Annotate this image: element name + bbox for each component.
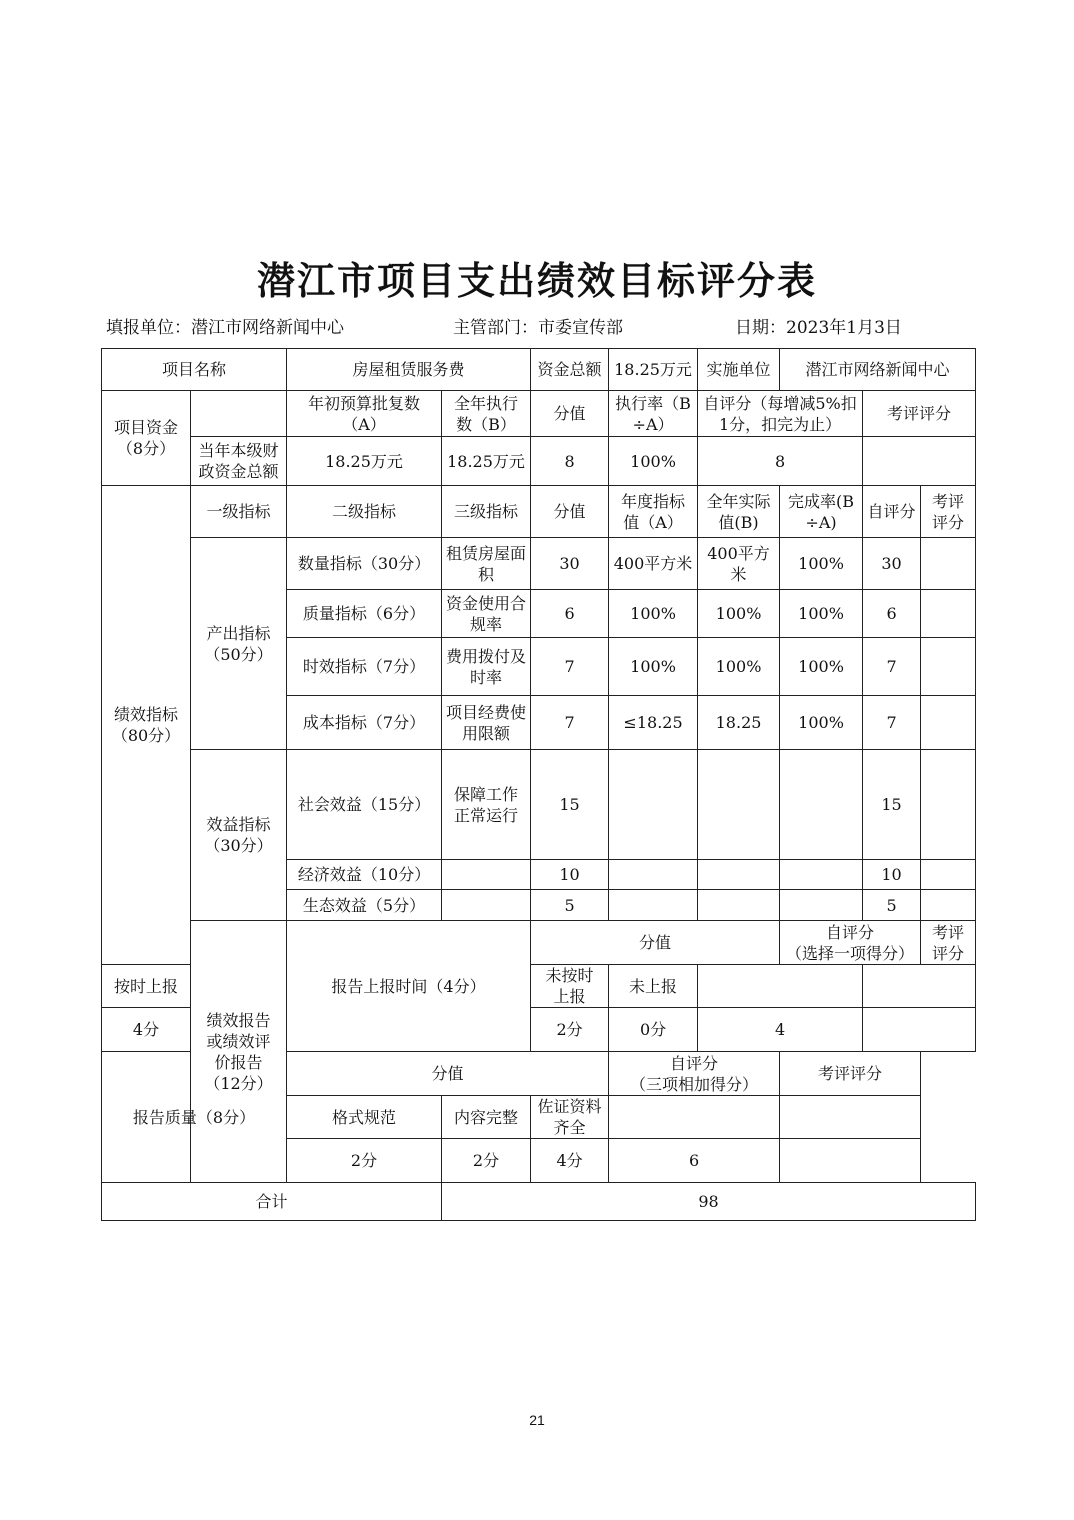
report-time-value: 2分 — [531, 1008, 609, 1052]
output-actual: 400平方米 — [698, 538, 780, 590]
perf-l1-header: 一级指标 — [191, 486, 287, 538]
fund-review-header: 考评评分 — [863, 391, 976, 437]
report-time-self-header: 自评分 （选择一项得分） — [780, 921, 921, 965]
fund-score-value: 8 — [531, 437, 609, 486]
output-l3: 资金使用合 规率 — [442, 590, 531, 638]
benefit-actual — [698, 860, 780, 890]
report-time-value: 0分 — [609, 1008, 698, 1052]
output-rate: 100% — [780, 638, 863, 696]
benefit-score: 10 — [531, 860, 609, 890]
fund-section-label: 项目资金 （8分） — [102, 391, 191, 486]
benefit-self: 5 — [863, 890, 921, 921]
output-review — [921, 638, 976, 696]
benefit-review — [921, 750, 976, 860]
benefit-score: 15 — [531, 750, 609, 860]
benefit-score: 5 — [531, 890, 609, 921]
output-actual: 18.25 — [698, 696, 780, 750]
output-target: 100% — [609, 590, 698, 638]
score-table — [101, 348, 976, 1221]
fund-budget-value: 18.25万元 — [287, 437, 442, 486]
benefit-actual — [698, 750, 780, 860]
report-quality-option: 格式规范 — [287, 1096, 442, 1139]
perf-target-header: 年度指标 值（A） — [609, 486, 698, 538]
report-quality-value: 2分 — [287, 1139, 442, 1183]
report-date: 日期：2023年1月3日 — [735, 318, 902, 338]
output-score: 30 — [531, 538, 609, 590]
benefit-review — [921, 890, 976, 921]
output-review — [921, 590, 976, 638]
output-l3: 租赁房屋面 积 — [442, 538, 531, 590]
benefit-l3: 保障工作 正常运行 — [442, 750, 531, 860]
output-self: 30 — [863, 538, 921, 590]
total-funds-label: 资金总额 — [531, 349, 609, 391]
report-quality-review-value — [780, 1139, 921, 1183]
fund-score-header: 分值 — [531, 391, 609, 437]
output-rate: 100% — [780, 590, 863, 638]
report-quality-option: 佐证资料 齐全 — [531, 1096, 609, 1139]
benefit-target — [609, 750, 698, 860]
fund-rate-value: 100% — [609, 437, 698, 486]
report-quality-self-blank — [609, 1096, 780, 1139]
fund-rate-header: 执行率（B ÷A） — [609, 391, 698, 437]
benefit-self: 15 — [863, 750, 921, 860]
report-quality-value: 2分 — [442, 1139, 531, 1183]
fund-exec-header: 全年执行 数（B） — [442, 391, 531, 437]
report-quality-review-header: 考评评分 — [780, 1052, 921, 1096]
output-review — [921, 538, 976, 590]
output-target: ≤18.25 — [609, 696, 698, 750]
perf-l3-header: 三级指标 — [442, 486, 531, 538]
perf-score-header: 分值 — [531, 486, 609, 538]
benefit-l2: 经济效益（10分） — [287, 860, 442, 890]
perf-rate-header: 完成率(B ÷A) — [780, 486, 863, 538]
output-rate: 100% — [780, 696, 863, 750]
benefit-self: 10 — [863, 860, 921, 890]
benefit-l3 — [442, 860, 531, 890]
report-quality-score-header: 分值 — [287, 1052, 609, 1096]
benefit-review — [921, 860, 976, 890]
output-l2: 成本指标（7分） — [287, 696, 442, 750]
report-quality-option: 内容完整 — [442, 1096, 531, 1139]
benefit-target — [609, 860, 698, 890]
benefit-l2: 社会效益（15分） — [287, 750, 442, 860]
project-name-label: 项目名称 — [102, 349, 287, 391]
output-self: 7 — [863, 638, 921, 696]
fund-self-value: 8 — [698, 437, 863, 486]
report-time-review-value — [863, 1008, 976, 1052]
fund-blank-cell — [191, 391, 287, 437]
total-label: 合计 — [102, 1183, 442, 1221]
benefit-target — [609, 890, 698, 921]
output-score: 6 — [531, 590, 609, 638]
fund-budget-header: 年初预算批复数 （A） — [287, 391, 442, 437]
report-time-label: 报告上报时间（4分） — [287, 921, 531, 1052]
report-time-self-blank — [698, 965, 863, 1008]
output-target: 400平方米 — [609, 538, 698, 590]
output-l3: 费用拨付及 时率 — [442, 638, 531, 696]
page-number: 21 — [529, 1412, 545, 1428]
output-l2: 时效指标（7分） — [287, 638, 442, 696]
project-name-value: 房屋租赁服务费 — [287, 349, 531, 391]
report-time-option: 未上报 — [609, 965, 698, 1008]
output-self: 7 — [863, 696, 921, 750]
benefit-rate — [780, 860, 863, 890]
perf-actual-header: 全年实际 值(B) — [698, 486, 780, 538]
perf-l2-header: 二级指标 — [287, 486, 442, 538]
report-time-value: 4分 — [102, 1008, 191, 1052]
perf-section-label: 绩效指标 （80分） — [102, 486, 191, 965]
output-l2: 质量指标（6分） — [287, 590, 442, 638]
report-section-label: 绩效报告 或绩效评 价报告 （12分） — [191, 921, 287, 1183]
report-time-self-value: 4 — [698, 1008, 863, 1052]
output-actual: 100% — [698, 590, 780, 638]
output-target: 100% — [609, 638, 698, 696]
output-score: 7 — [531, 696, 609, 750]
page-title: 潜江市项目支出绩效目标评分表 — [256, 258, 817, 303]
output-rate: 100% — [780, 538, 863, 590]
output-indicator-label: 产出指标 （50分） — [191, 538, 287, 750]
report-quality-self-value: 6 — [609, 1139, 780, 1183]
output-review — [921, 696, 976, 750]
benefit-actual — [698, 890, 780, 921]
report-quality-review-blank — [780, 1096, 921, 1139]
fund-review-value — [863, 437, 976, 486]
benefit-l3 — [442, 890, 531, 921]
report-time-option: 未按时 上报 — [531, 965, 609, 1008]
output-score: 7 — [531, 638, 609, 696]
fund-self-header: 自评分（每增减5%扣 1分，扣完为止） — [698, 391, 863, 437]
report-time-review-header: 考评 评分 — [921, 921, 976, 965]
benefit-indicator-label: 效益指标 （30分） — [191, 750, 287, 921]
filing-unit: 填报单位：潜江市网络新闻中心 — [106, 318, 344, 338]
perf-self-header: 自评分 — [863, 486, 921, 538]
impl-unit-value: 潜江市网络新闻中心 — [780, 349, 976, 391]
benefit-rate — [780, 890, 863, 921]
report-time-option: 按时上报 — [102, 965, 191, 1008]
benefit-l2: 生态效益（5分） — [287, 890, 442, 921]
fund-exec-value: 18.25万元 — [442, 437, 531, 486]
report-time-score-header: 分值 — [531, 921, 780, 965]
benefit-rate — [780, 750, 863, 860]
report-quality-self-header: 自评分 （三项相加得分） — [609, 1052, 780, 1096]
report-time-review-blank — [863, 965, 976, 1008]
supervising-dept: 主管部门：市委宣传部 — [453, 318, 623, 338]
total-value: 98 — [442, 1183, 976, 1221]
output-l3: 项目经费使 用限额 — [442, 696, 531, 750]
perf-review-header: 考评 评分 — [921, 486, 976, 538]
output-actual: 100% — [698, 638, 780, 696]
output-l2: 数量指标（30分） — [287, 538, 442, 590]
fund-row-label: 当年本级财 政资金总额 — [191, 437, 287, 486]
report-quality-value: 4分 — [531, 1139, 609, 1183]
total-funds-value: 18.25万元 — [609, 349, 698, 391]
impl-unit-label: 实施单位 — [698, 349, 780, 391]
output-self: 6 — [863, 590, 921, 638]
report-quality-label: 报告质量（8分） — [102, 1052, 287, 1183]
